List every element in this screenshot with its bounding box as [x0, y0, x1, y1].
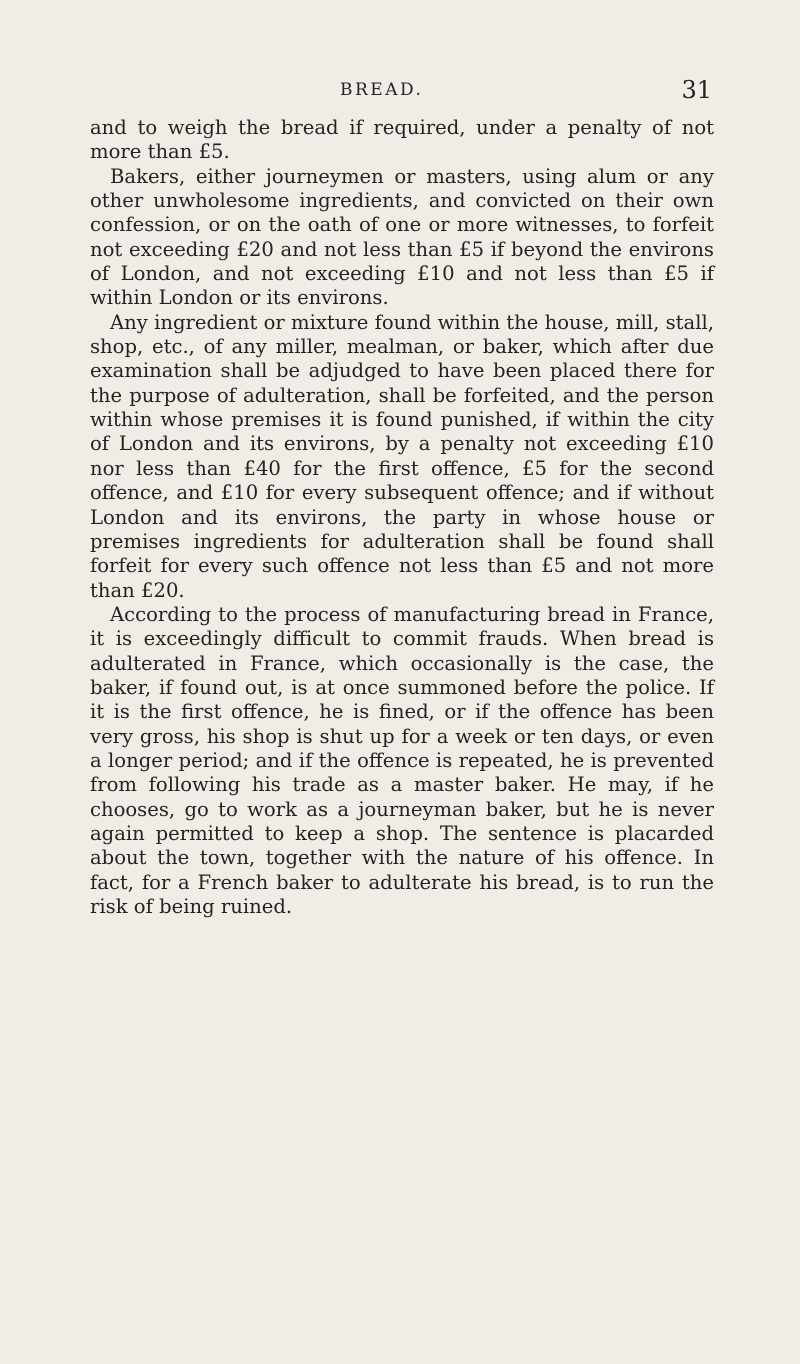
- paragraph-ingredient-forfeiture: Any ingredient or mixture found within the house, mill, stall, shop, etc., of any miller, mealman, or baker, which after due examination shall be adjudged to have been placed there for the purpose of adulteration, shall be forfeited, and the person within whose premises it is found punished, if within the city of London and its environs, by a penalty not exceeding £10 nor less than £40 for the first offence, £5 for the second offence, and £10 for every subsequent offence; and if without London and its environs, the party in whose house or premises ingredients for adulteration shall be found shall forfeit for every such offence not less than £5 and not more than £20.: [90, 310, 714, 602]
- running-title: BREAD.: [340, 80, 424, 100]
- body-text: [90, 116, 714, 919]
- running-head: [90, 76, 712, 108]
- paragraph-france-process: According to the process of manufacturing bread in France, it is exceedingly difficult to commit frauds. When bread is adulterated in France, which occasionally is the case, the baker, if found out, is at once summoned before the police. If it is the first offence, he is fined, or if the offence has been very gross, his shop is shut up for a week or ten days, or even a longer period; and if the offence is repeated, he is prevented from following his trade as a master baker. He may, if he chooses, go to work as a journeyman baker, but he is never again permitted to keep a shop. The sentence is placarded about the town, together with the nature of his offence. In fact, for a French baker to adulterate his bread, is to run the risk of being ruined.: [90, 602, 714, 918]
- paragraph-bakers-penalty: Bakers, either journeymen or masters, using alum or any other unwholesome ingredients, and convicted on their own confession, or on the oath of one or more witnesses, to forfeit not exceeding £20 and not less than £5 if beyond the environs of London, and not exceeding £10 and not less than £5 if within London or its environs.: [90, 164, 714, 310]
- paragraph-continuation: and to weigh the bread if required, under a penalty of not more than £5.: [90, 116, 714, 164]
- page-number: 31: [681, 76, 712, 104]
